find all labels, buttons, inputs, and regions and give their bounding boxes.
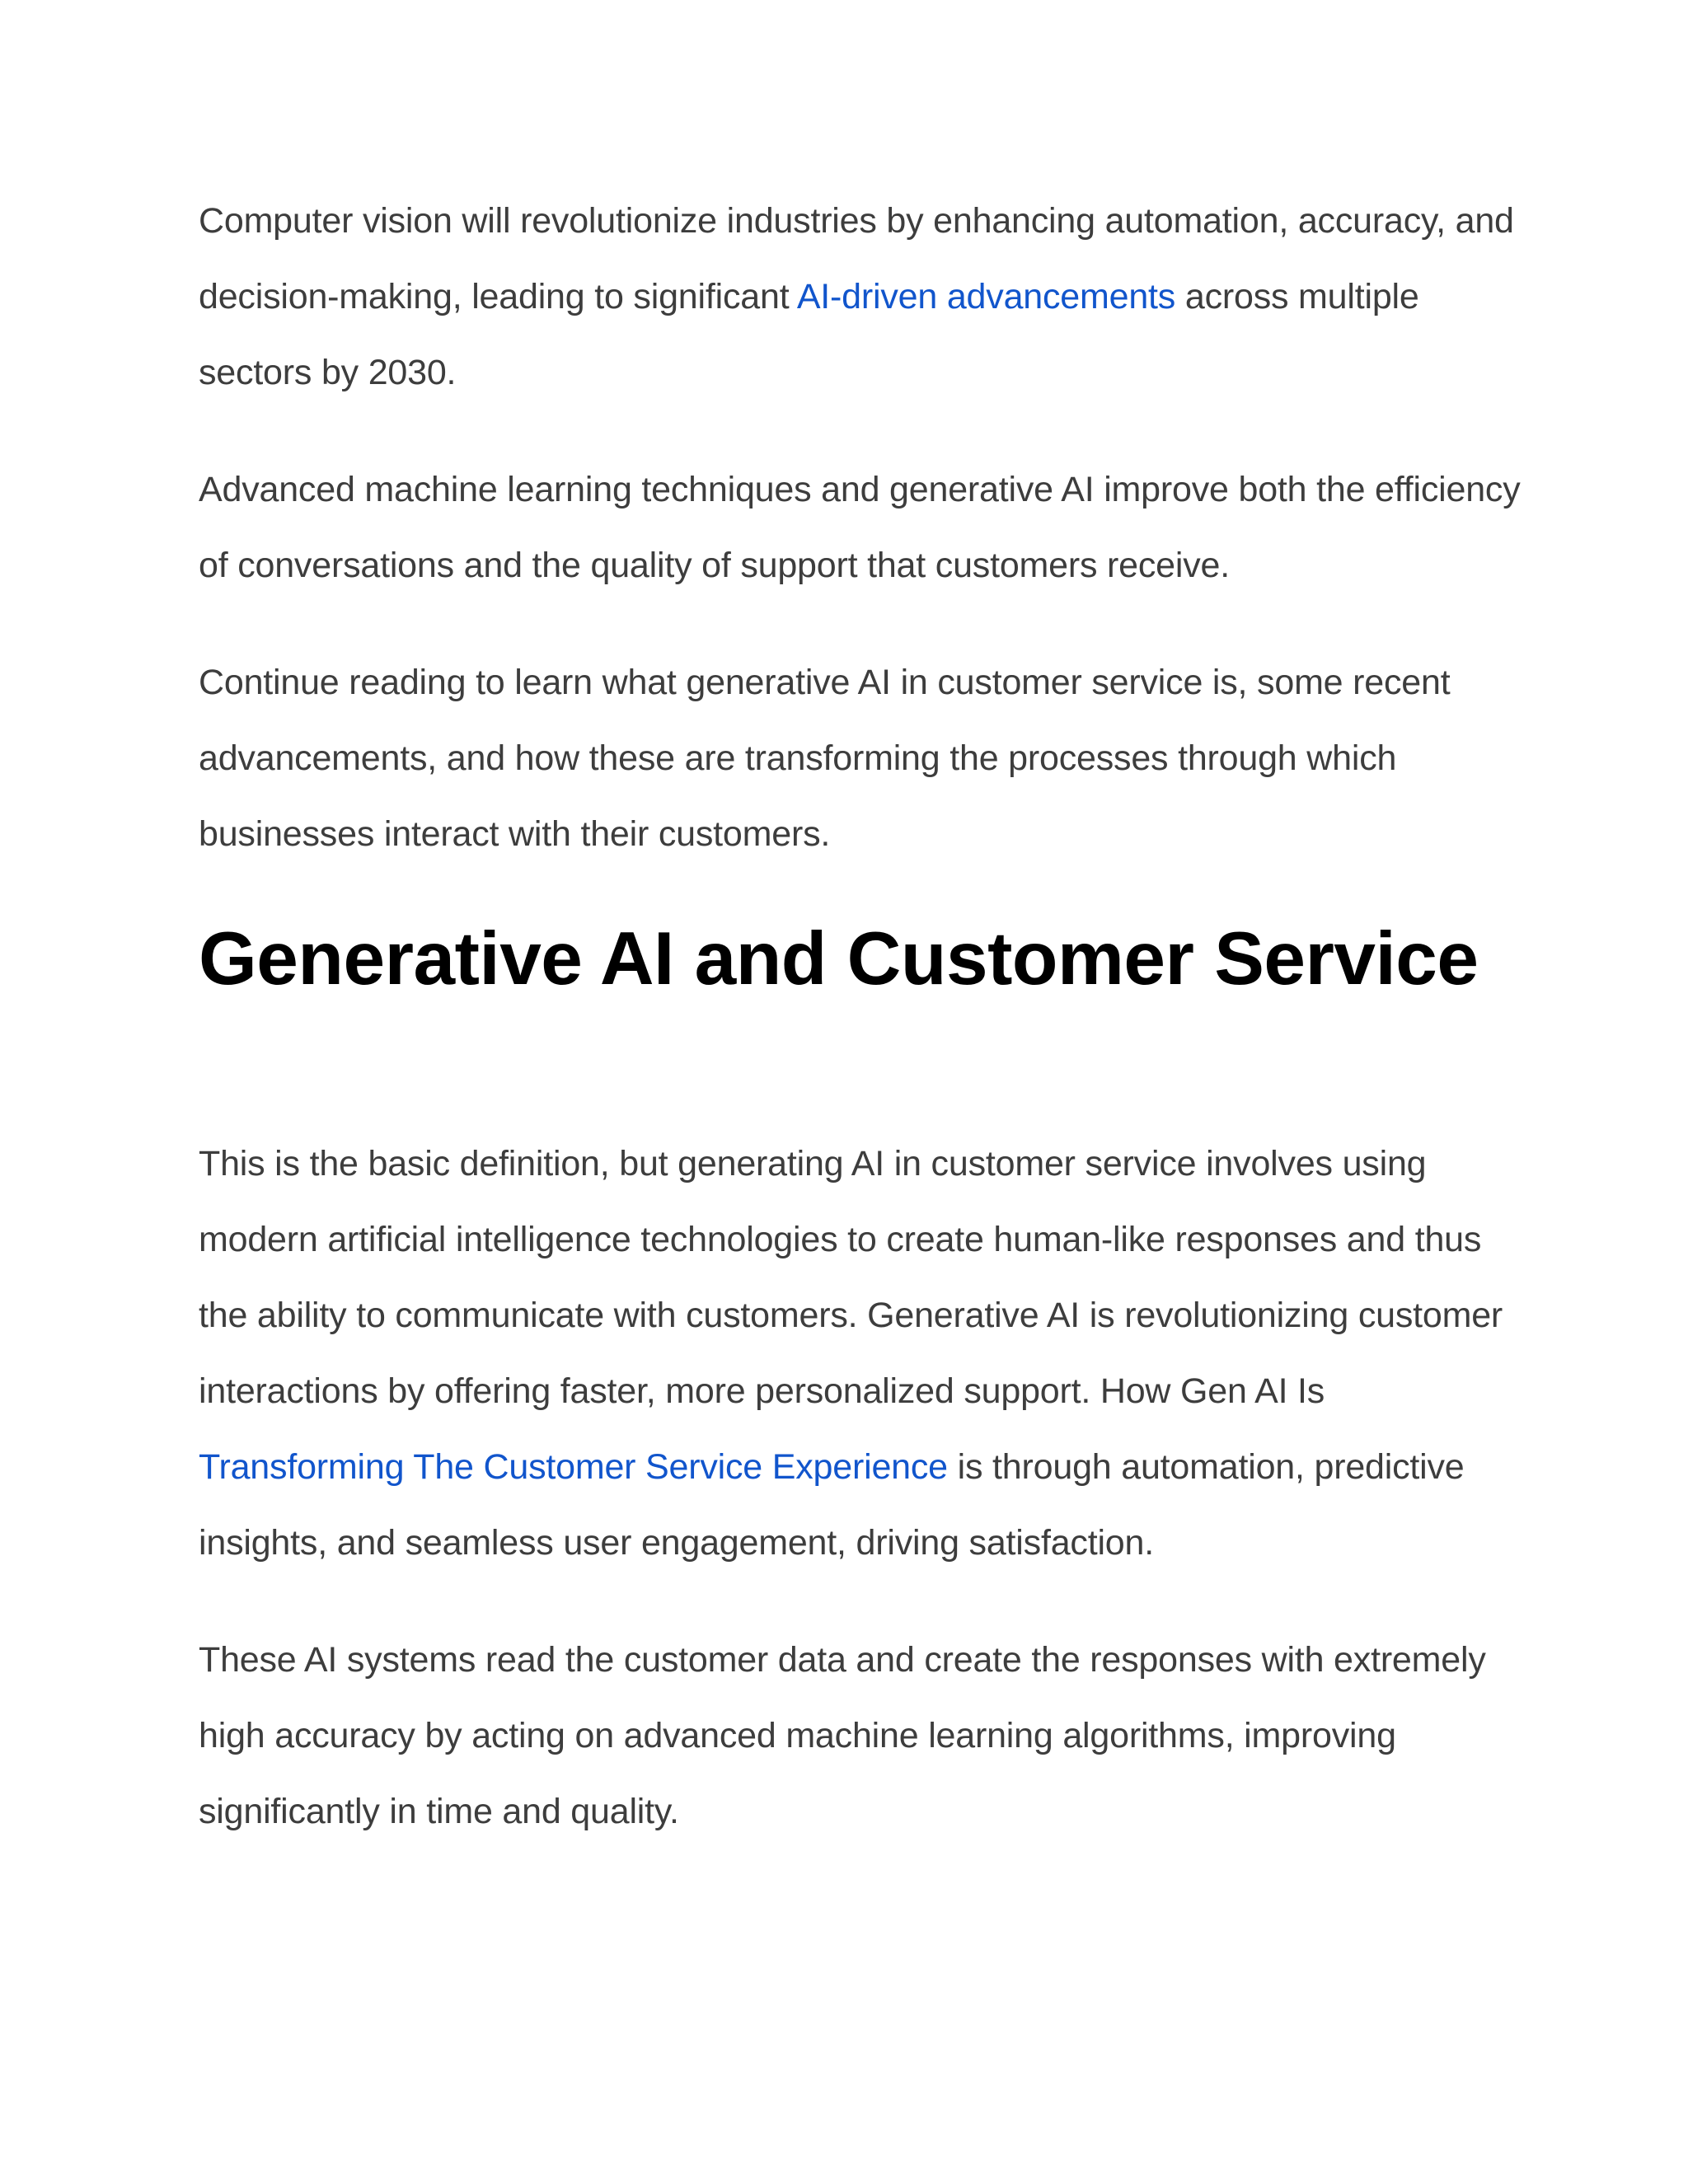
ml-techniques-paragraph: Advanced machine learning techniques and generative AI improve both the efficiency of conversations and the quality of support that customers receive. bbox=[199, 470, 1521, 585]
heading-gap bbox=[199, 872, 1534, 902]
definition-text-start: This is the basic definition, but generating AI in customer service involves using modern artificial intelligence technologies to create human-like responses and thus the ability to communicate with customers. Generative AI is revolutionizing customer interactions by offering faster, more personalized support. How Gen AI Is bbox=[199, 1144, 1503, 1411]
continue-reading-paragraph: Continue reading to learn what generative AI in customer service is, some recent advancements, and how these are transforming the processes through which businesses interact with their customers. bbox=[199, 663, 1451, 854]
definition-text-end: is through automation, predictive insights, and seamless user engagement, driving satisfaction. bbox=[199, 1447, 1465, 1563]
ai-driven-advancements-link[interactable]: AI-driven advancements bbox=[796, 277, 1176, 316]
section-heading: Generative AI and Customer Service bbox=[199, 917, 1479, 1001]
paragraph-gap bbox=[199, 410, 1534, 452]
paragraph-gap bbox=[199, 1581, 1534, 1622]
intro-text-start: Computer vision will revolutionize industries by enhancing automation, accuracy, and decision-making, leading to significant bbox=[199, 201, 1514, 316]
paragraph-gap bbox=[199, 603, 1534, 644]
definition-paragraph bbox=[199, 1126, 1534, 1581]
intro-paragraph bbox=[199, 183, 1534, 410]
ai-systems-paragraph: These AI systems read the customer data and create the responses with extremely high accuracy by acting on advanced machine learning algorithms, improving significantly in time and quality. bbox=[199, 1640, 1486, 1831]
document-page bbox=[199, 183, 1534, 1849]
intro-text-end: across multiple sectors by 2030. bbox=[199, 277, 1419, 392]
heading-gap bbox=[199, 1017, 1534, 1126]
customer-service-experience-link[interactable]: Transforming The Customer Service Experience bbox=[199, 1447, 948, 1487]
